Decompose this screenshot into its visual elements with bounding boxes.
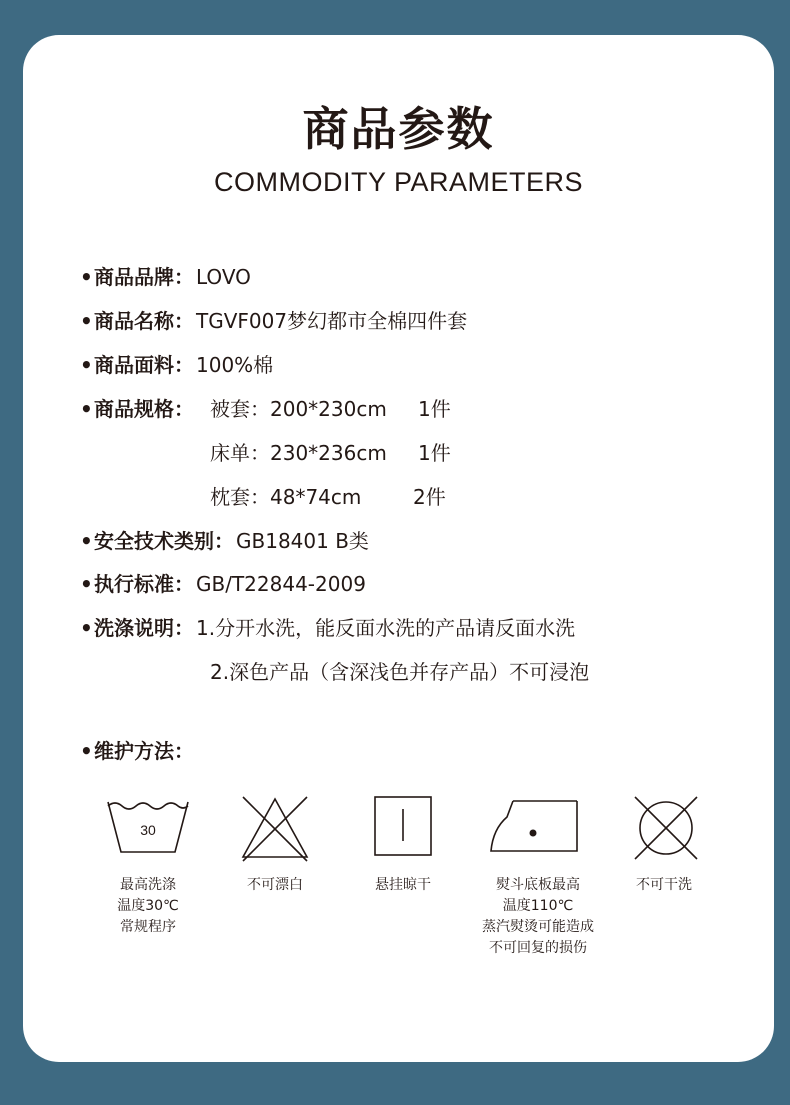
care-text-line: 熨斗底板最高 [496, 877, 580, 893]
page-subtitle: COMMODITY PARAMETERS [213, 167, 584, 197]
bullet-icon: • [80, 397, 93, 421]
param-row-washing [80, 612, 575, 641]
param-row-brand [80, 261, 251, 290]
care-text-line: 不可漂白 [247, 877, 303, 893]
care-text-line: 最高洗涤 [120, 877, 176, 893]
bullet-icon: • [80, 529, 93, 553]
param-row-fabric [80, 349, 273, 378]
line-dry-icon [373, 795, 433, 859]
bullet-icon: • [80, 616, 93, 640]
bullet-icon: • [80, 309, 93, 333]
no-bleach-icon [239, 793, 311, 863]
spec-line [210, 437, 451, 466]
spec-line [210, 481, 446, 510]
param-value: LOVO [196, 265, 251, 289]
care-text-line: 不可干洗 [636, 877, 692, 893]
param-label: 安全技术类别： [94, 529, 234, 553]
wash-30-icon [105, 797, 191, 855]
no-dry-clean-icon [631, 793, 701, 863]
iron-medium-icon [487, 795, 581, 855]
care-label: 维护方法： [94, 739, 194, 763]
care-text-line: 不可回复的损伤 [489, 940, 587, 956]
care-text-line: 悬挂晾干 [375, 877, 431, 893]
param-row-standard [80, 568, 366, 597]
param-value: 1.分开水洗，能反面水洗的产品请反面水洗 [196, 616, 576, 640]
care-text-line: 常规程序 [120, 919, 176, 935]
bullet-icon: • [80, 572, 93, 596]
care-text-dry [328, 875, 478, 896]
care-text-line: 温度110℃ [502, 898, 574, 914]
param-label: 商品名称： [94, 309, 194, 333]
bullet-icon: • [80, 353, 93, 377]
spec-qty: 1件 [418, 441, 451, 465]
care-text-dryclean [589, 875, 739, 896]
parameters-card [23, 35, 774, 1062]
care-text-line: 温度30℃ [117, 898, 179, 914]
care-text-line: 蒸汽熨烫可能造成 [482, 919, 594, 935]
param-row-name [80, 305, 467, 334]
spec-item: 被套：200*230cm [210, 397, 387, 421]
param-value: GB18401 B类 [236, 529, 369, 553]
param-row-spec [80, 393, 194, 422]
param-label: 商品面料： [94, 353, 194, 377]
param-value: TGVF007梦幻都市全棉四件套 [196, 309, 468, 333]
spec-qty: 1件 [418, 397, 451, 421]
spec-item: 枕套：48*74cm [210, 485, 362, 509]
param-value: GB/T22844-2009 [196, 572, 366, 596]
param-label: 洗涤说明： [94, 616, 194, 640]
spec-item: 床单：230*236cm [210, 441, 387, 465]
spec-qty: 2件 [413, 485, 446, 509]
care-heading [80, 735, 194, 764]
param-label: 商品品牌： [94, 265, 194, 289]
bullet-icon: • [80, 739, 93, 763]
spec-line [210, 393, 451, 422]
washing-line: 2.深色产品（含深浅色并存产品）不可浸泡 [210, 660, 590, 684]
page-title: 商品参数 [302, 102, 495, 156]
param-label: 商品规格： [94, 397, 194, 421]
bullet-icon: • [80, 265, 93, 289]
wash-temp-number: 30 [140, 822, 156, 838]
param-label: 执行标准： [94, 572, 194, 596]
param-row-safety [80, 525, 369, 554]
param-value: 100%棉 [196, 353, 274, 377]
